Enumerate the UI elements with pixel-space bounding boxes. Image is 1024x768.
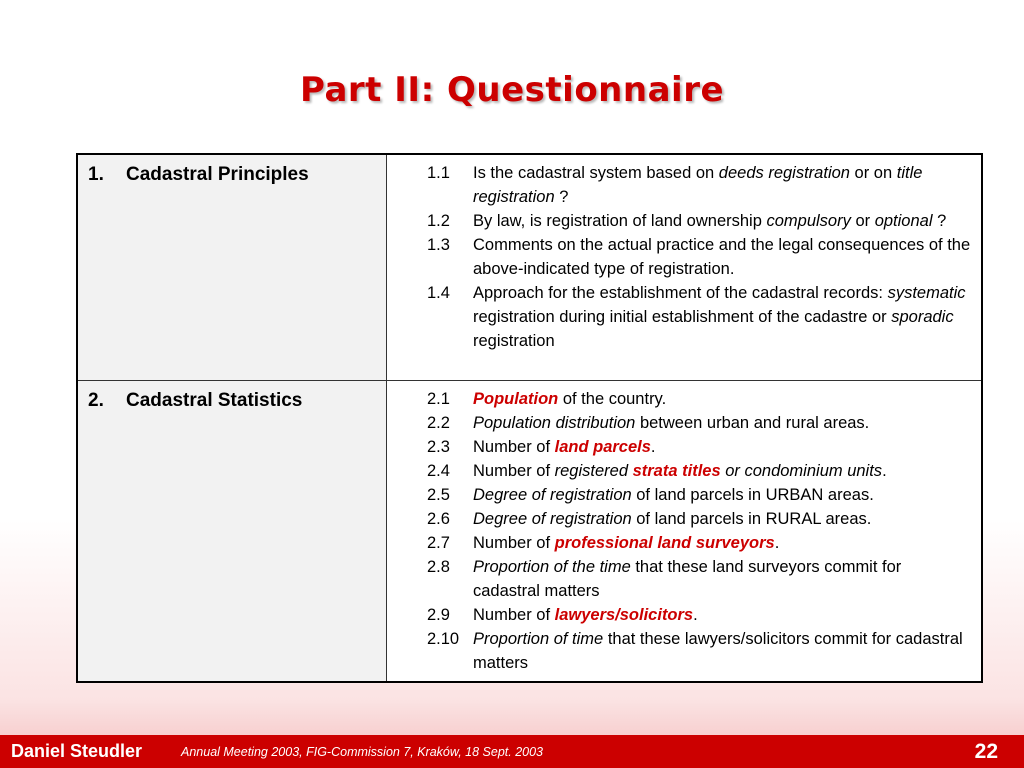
emphasis-term: deeds registration xyxy=(718,164,850,182)
text-run: between urban and rural areas. xyxy=(635,414,870,432)
question-number: 1.3 xyxy=(427,236,450,254)
question-item xyxy=(427,435,971,459)
question-item xyxy=(427,603,971,627)
slide-title: Part II: Questionnaire xyxy=(299,70,725,110)
question-item xyxy=(427,411,971,435)
text-run: ? xyxy=(554,188,569,206)
question-item xyxy=(427,209,971,233)
text-run: Approach for the establishment of the cadastral records: xyxy=(473,284,888,302)
question-item xyxy=(427,387,971,411)
text-run: or on xyxy=(849,164,897,182)
table-row xyxy=(77,154,982,381)
question-number: 2.3 xyxy=(427,438,450,456)
text-run: . xyxy=(882,462,887,480)
text-run: Number of xyxy=(473,606,555,624)
text-run: Number of xyxy=(473,438,555,456)
question-item xyxy=(427,161,971,209)
question-item xyxy=(427,627,971,675)
question-text xyxy=(473,555,971,603)
question-text xyxy=(473,387,971,411)
footer-meeting: Annual Meeting 2003, FIG-Commission 7, Kraków, 18 Sept. 2003 xyxy=(181,745,543,759)
highlight-term: land parcels xyxy=(554,438,651,456)
emphasis-term: Degree of registration xyxy=(473,510,632,528)
question-number: 1.4 xyxy=(427,284,450,302)
emphasis-term: sporadic xyxy=(891,308,954,326)
emphasis-term: or condominium units xyxy=(720,462,883,480)
section-label: Cadastral Statistics xyxy=(126,390,303,411)
question-text xyxy=(473,459,971,483)
highlight-term: professional land surveyors xyxy=(554,534,775,552)
table-row xyxy=(77,381,982,683)
page-number: 22 xyxy=(974,740,998,763)
text-run: registration xyxy=(473,332,555,350)
question-text xyxy=(473,209,971,233)
text-run: Is the cadastral system based on xyxy=(473,164,719,182)
emphasis-term: Degree of registration xyxy=(473,486,632,504)
section-heading xyxy=(77,154,387,381)
emphasis-term: systematic xyxy=(887,284,966,302)
question-text xyxy=(473,627,971,675)
question-number: 2.9 xyxy=(427,606,450,624)
question-list xyxy=(387,154,983,381)
question-item xyxy=(427,459,971,483)
section-number: 2. xyxy=(88,390,104,411)
question-item xyxy=(427,483,971,507)
section-number: 1. xyxy=(88,164,104,185)
question-item xyxy=(427,531,971,555)
question-text xyxy=(473,233,971,281)
footer-author: Daniel Steudler xyxy=(11,741,143,761)
emphasis-term: Proportion of time xyxy=(473,630,604,648)
question-number: 2.2 xyxy=(427,414,450,432)
question-text xyxy=(473,435,971,459)
text-run: Comments on the actual practice and the legal consequences of the above-indicated type of registration. xyxy=(473,236,971,278)
question-text xyxy=(473,603,971,627)
text-run: that these lawyers/solicitors commit for cadastral matters xyxy=(473,630,963,672)
text-run: . xyxy=(650,438,656,456)
highlight-term: lawyers/solicitors xyxy=(554,606,694,624)
text-run: of the country. xyxy=(558,390,667,408)
text-run: of land parcels in RURAL areas. xyxy=(631,510,872,528)
question-number: 2.5 xyxy=(427,486,450,504)
highlight-term: Population xyxy=(473,390,559,408)
emphasis-term: registered xyxy=(554,462,633,480)
text-run: . xyxy=(693,606,698,624)
text-run: Number of xyxy=(473,534,555,552)
question-number: 2.6 xyxy=(427,510,450,528)
text-run: Number of xyxy=(473,462,555,480)
question-number: 2.7 xyxy=(427,534,450,552)
question-text xyxy=(473,507,971,531)
question-text xyxy=(473,161,971,209)
section-label: Cadastral Principles xyxy=(126,164,309,185)
text-run: or xyxy=(850,212,875,230)
text-run: that these land surveyors commit for cadastral matters xyxy=(473,558,902,600)
highlight-term: strata titles xyxy=(632,462,721,480)
question-item xyxy=(427,555,971,603)
question-item xyxy=(427,281,971,353)
question-number: 2.8 xyxy=(427,558,450,576)
text-run: By law, is registration of land ownership xyxy=(473,212,767,230)
question-number: 1.1 xyxy=(427,164,450,182)
question-text xyxy=(473,483,971,507)
text-run: of land parcels in URBAN areas. xyxy=(631,486,874,504)
question-item xyxy=(427,233,971,281)
emphasis-term: compulsory xyxy=(766,212,851,230)
footer-bar xyxy=(0,735,1024,768)
emphasis-term: Proportion of the time xyxy=(473,558,631,576)
text-run: ? xyxy=(932,212,947,230)
section-heading xyxy=(77,381,387,683)
question-text xyxy=(473,531,971,555)
question-number: 2.4 xyxy=(427,462,450,480)
emphasis-term: title registration xyxy=(473,164,923,206)
emphasis-term: optional xyxy=(874,212,933,230)
text-run: . xyxy=(774,534,780,552)
question-number: 2.1 xyxy=(427,390,450,408)
question-text xyxy=(473,411,971,435)
question-number: 1.2 xyxy=(427,212,450,230)
question-text xyxy=(473,281,971,353)
question-item xyxy=(427,507,971,531)
question-list xyxy=(387,381,983,683)
questionnaire-table xyxy=(76,153,983,683)
question-number: 2.10 xyxy=(427,630,460,648)
emphasis-term: Population distribution xyxy=(473,414,636,432)
text-run: registration during initial establishment of the cadastre or xyxy=(473,308,892,326)
